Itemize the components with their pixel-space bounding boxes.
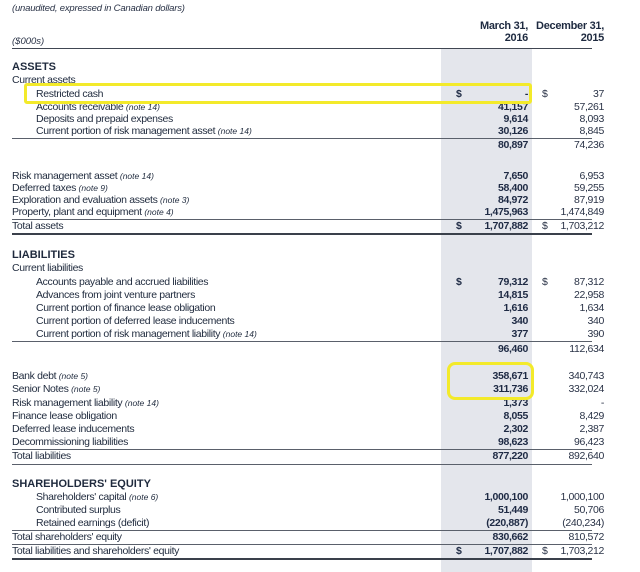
table-row xyxy=(0,315,640,327)
column-header-march-2016 xyxy=(440,20,528,44)
note-ref: (note 3) xyxy=(160,195,190,205)
value-2016: 340 xyxy=(511,315,528,327)
value-2016: 2,302 xyxy=(503,423,528,435)
value-2015: 8,429 xyxy=(579,410,604,422)
row-label xyxy=(36,504,120,516)
row-label-text: Property, plant and equipment xyxy=(12,206,142,218)
row-label-text: Accounts receivable xyxy=(36,101,124,113)
value-2015: 57,261 xyxy=(573,101,604,113)
row-label xyxy=(12,423,134,435)
value-2015: 87,312 xyxy=(573,276,604,288)
value-2015: 1,634 xyxy=(579,302,604,314)
row-label-text: Current portion of deferred lease inducements xyxy=(36,315,235,327)
row-label xyxy=(36,302,215,314)
current-assets-subtotal-row xyxy=(0,139,640,151)
value-2016: 1,373 xyxy=(503,397,528,409)
row-label xyxy=(36,125,252,137)
row-label-text: Current portion of finance lease obligation xyxy=(36,302,216,314)
row-label xyxy=(12,182,108,194)
dollar-sign: $ xyxy=(456,220,462,232)
section-heading: LIABILITIES xyxy=(12,249,75,261)
header-divider xyxy=(12,48,592,49)
note-ref: (note 14) xyxy=(124,398,159,408)
row-label-text: Retained earnings (deficit) xyxy=(36,517,150,529)
table-row xyxy=(0,194,640,206)
value-2015: 390 xyxy=(587,328,604,340)
value-2016: (220,887) xyxy=(486,517,528,529)
table-row xyxy=(0,383,640,395)
row-label-text: Deferred lease inducements xyxy=(12,423,135,435)
value-2016: 14,815 xyxy=(497,289,528,301)
value-2016: 8,055 xyxy=(503,410,528,422)
value-2015: 96,423 xyxy=(573,436,604,448)
note-ref: (note 14) xyxy=(222,329,257,339)
table-row xyxy=(0,289,640,301)
dollar-sign: $ xyxy=(542,88,548,100)
column-header-line2: 2015 xyxy=(580,32,604,44)
row-label xyxy=(12,370,88,382)
row-label xyxy=(36,276,208,288)
liabilities-heading-row xyxy=(0,249,640,261)
row-label xyxy=(36,113,173,125)
value-2015: 8,093 xyxy=(579,113,604,125)
value-2015: - xyxy=(600,397,604,409)
total-equity-row xyxy=(0,531,640,543)
value-2016: 830,662 xyxy=(492,531,528,543)
value-2016: 96,460 xyxy=(497,343,528,355)
value-2015: 340 xyxy=(587,315,604,327)
value-2016: 30,126 xyxy=(497,125,528,137)
value-2016: 98,623 xyxy=(497,436,528,448)
note-ref: (note 14) xyxy=(119,171,154,181)
row-label-text: Restricted cash xyxy=(36,88,104,100)
value-2016: 311,736 xyxy=(493,383,528,395)
note-ref: (note 5) xyxy=(58,371,89,381)
dollar-sign: $ xyxy=(542,545,548,557)
value-2015: 1,474,849 xyxy=(560,206,604,218)
value-2015: 1,703,212 xyxy=(560,545,604,557)
table-row xyxy=(0,170,640,182)
value-2015: 8,845 xyxy=(579,125,604,137)
row-label xyxy=(12,397,159,409)
value-2016: 79,312 xyxy=(497,276,528,288)
value-2015: 1,703,212 xyxy=(560,220,604,232)
row-label xyxy=(36,101,160,113)
subtotal-rule xyxy=(12,341,592,342)
table-row xyxy=(0,88,640,100)
dollar-sign: $ xyxy=(542,276,548,288)
table-row xyxy=(0,276,640,288)
section-heading: ASSETS xyxy=(12,61,57,73)
row-label xyxy=(36,315,234,327)
value-2016: 80,897 xyxy=(497,139,528,151)
row-label xyxy=(36,517,149,529)
value-2015: 87,919 xyxy=(573,194,604,206)
table-row xyxy=(0,125,640,137)
value-2016: 1,707,882 xyxy=(484,220,528,232)
row-label xyxy=(12,206,174,218)
dollar-sign: $ xyxy=(456,88,462,100)
value-2015: 37 xyxy=(593,88,604,100)
row-label-text: Decommissioning liabilities xyxy=(12,436,129,448)
table-row xyxy=(0,328,640,340)
value-2015: 22,958 xyxy=(573,289,604,301)
row-label: Total assets xyxy=(12,220,64,232)
value-2016: 41,157 xyxy=(497,101,528,113)
value-2015: 1,000,100 xyxy=(560,491,604,503)
value-2016: 1,000,100 xyxy=(484,491,528,503)
table-row xyxy=(0,491,640,503)
value-2016: 7,650 xyxy=(503,170,528,182)
subsection-heading: Current liabilities xyxy=(12,262,83,274)
value-2015: 892,640 xyxy=(568,450,604,462)
section-heading: SHAREHOLDERS' EQUITY xyxy=(12,478,151,490)
value-2016: 377 xyxy=(511,328,528,340)
row-label: Total liabilities and shareholders' equity xyxy=(12,545,180,557)
table-row xyxy=(0,370,640,382)
column-header-line1: December 31, xyxy=(536,20,604,32)
value-2016: - xyxy=(524,88,528,100)
table-row xyxy=(0,410,640,422)
column-header-line1: March 31, xyxy=(479,20,528,32)
note-ref: (note 9) xyxy=(78,183,108,193)
row-label xyxy=(12,436,128,448)
row-label xyxy=(36,491,158,503)
row-label xyxy=(36,289,195,301)
row-label-text: Deposits and prepaid expenses xyxy=(36,113,173,125)
note-ref: (note 14) xyxy=(217,126,252,136)
value-2016: 1,707,882 xyxy=(484,545,528,557)
row-label-text: Current portion of risk management liability xyxy=(36,328,221,340)
value-2015: 2,387 xyxy=(579,423,604,435)
value-2016: 1,616 xyxy=(503,302,528,314)
row-label-text: Current portion of risk management asset xyxy=(36,125,216,137)
value-2016: 9,614 xyxy=(503,113,528,125)
row-label xyxy=(12,170,154,182)
table-row xyxy=(0,436,640,448)
value-2015: 810,572 xyxy=(568,531,604,543)
value-2016: 84,972 xyxy=(497,194,528,206)
total-assets-row xyxy=(0,220,640,232)
table-row xyxy=(0,397,640,409)
row-label xyxy=(12,383,100,395)
current-assets-heading-row xyxy=(0,74,640,86)
row-label-text: Shareholders' capital xyxy=(36,491,127,503)
row-label-text: Senior Notes xyxy=(12,383,69,395)
value-2015: 340,743 xyxy=(568,370,604,382)
note-ref: (note 5) xyxy=(71,384,101,394)
value-2015: 6,953 xyxy=(579,170,604,182)
value-2016: 1,475,963 xyxy=(484,206,528,218)
row-label-text: Risk management liability xyxy=(12,397,123,409)
value-2016: 51,449 xyxy=(497,504,528,516)
units-label: ($000s) xyxy=(12,36,45,47)
table-row xyxy=(0,302,640,314)
current-liabilities-heading-row xyxy=(0,262,640,274)
table-row xyxy=(0,113,640,125)
table-row xyxy=(0,206,640,218)
value-2015: 112,634 xyxy=(569,343,604,355)
row-label-text: Finance lease obligation xyxy=(12,410,117,422)
row-label: Total liabilities xyxy=(12,450,71,462)
dollar-sign: $ xyxy=(542,220,548,232)
column-header-december-2015 xyxy=(530,20,604,44)
row-label-text: Exploration and evaluation assets xyxy=(12,194,158,206)
total-rule-bottom xyxy=(12,464,592,465)
grand-total-row xyxy=(0,545,640,557)
row-label xyxy=(12,410,117,422)
table-row xyxy=(0,423,640,435)
assets-heading-row xyxy=(0,61,640,73)
value-2015: 332,024 xyxy=(568,383,604,395)
table-row xyxy=(0,182,640,194)
row-label-text: Deferred taxes xyxy=(12,182,76,194)
value-2015: 59,255 xyxy=(573,182,604,194)
dollar-sign: $ xyxy=(456,276,462,288)
row-label xyxy=(36,88,103,100)
row-label-text: Contributed surplus xyxy=(36,504,121,516)
subsection-heading: Current assets xyxy=(12,74,76,86)
row-label xyxy=(12,194,189,206)
dollar-sign: $ xyxy=(456,545,462,557)
note-ref: (note 6) xyxy=(128,492,159,502)
double-rule xyxy=(12,233,592,235)
table-row xyxy=(0,101,640,113)
statement-subtitle: (unaudited, expressed in Canadian dollars) xyxy=(12,3,185,14)
double-rule xyxy=(12,558,592,560)
note-ref: (note 14) xyxy=(125,102,160,112)
table-row xyxy=(0,517,640,529)
value-2015: 50,706 xyxy=(573,504,604,516)
value-2015: 74,236 xyxy=(573,139,604,151)
row-label-text: Risk management asset xyxy=(12,170,118,182)
row-label: Total shareholders' equity xyxy=(12,531,122,543)
total-liabilities-row xyxy=(0,450,640,462)
value-2016: 58,400 xyxy=(497,182,528,194)
value-2015: (240,234) xyxy=(562,517,604,529)
row-label-text: Advances from joint venture partners xyxy=(36,289,195,301)
row-label-text: Accounts payable and accrued liabilities xyxy=(36,276,209,288)
note-ref: (note 4) xyxy=(144,207,174,217)
column-header-line2: 2016 xyxy=(504,32,528,44)
row-label xyxy=(36,328,257,340)
current-liabilities-subtotal-row xyxy=(0,343,640,355)
table-row xyxy=(0,504,640,516)
row-label-text: Bank debt xyxy=(12,370,57,382)
value-2016: 358,671 xyxy=(492,370,528,382)
value-2016: 877,220 xyxy=(492,450,528,462)
equity-heading-row xyxy=(0,478,640,490)
